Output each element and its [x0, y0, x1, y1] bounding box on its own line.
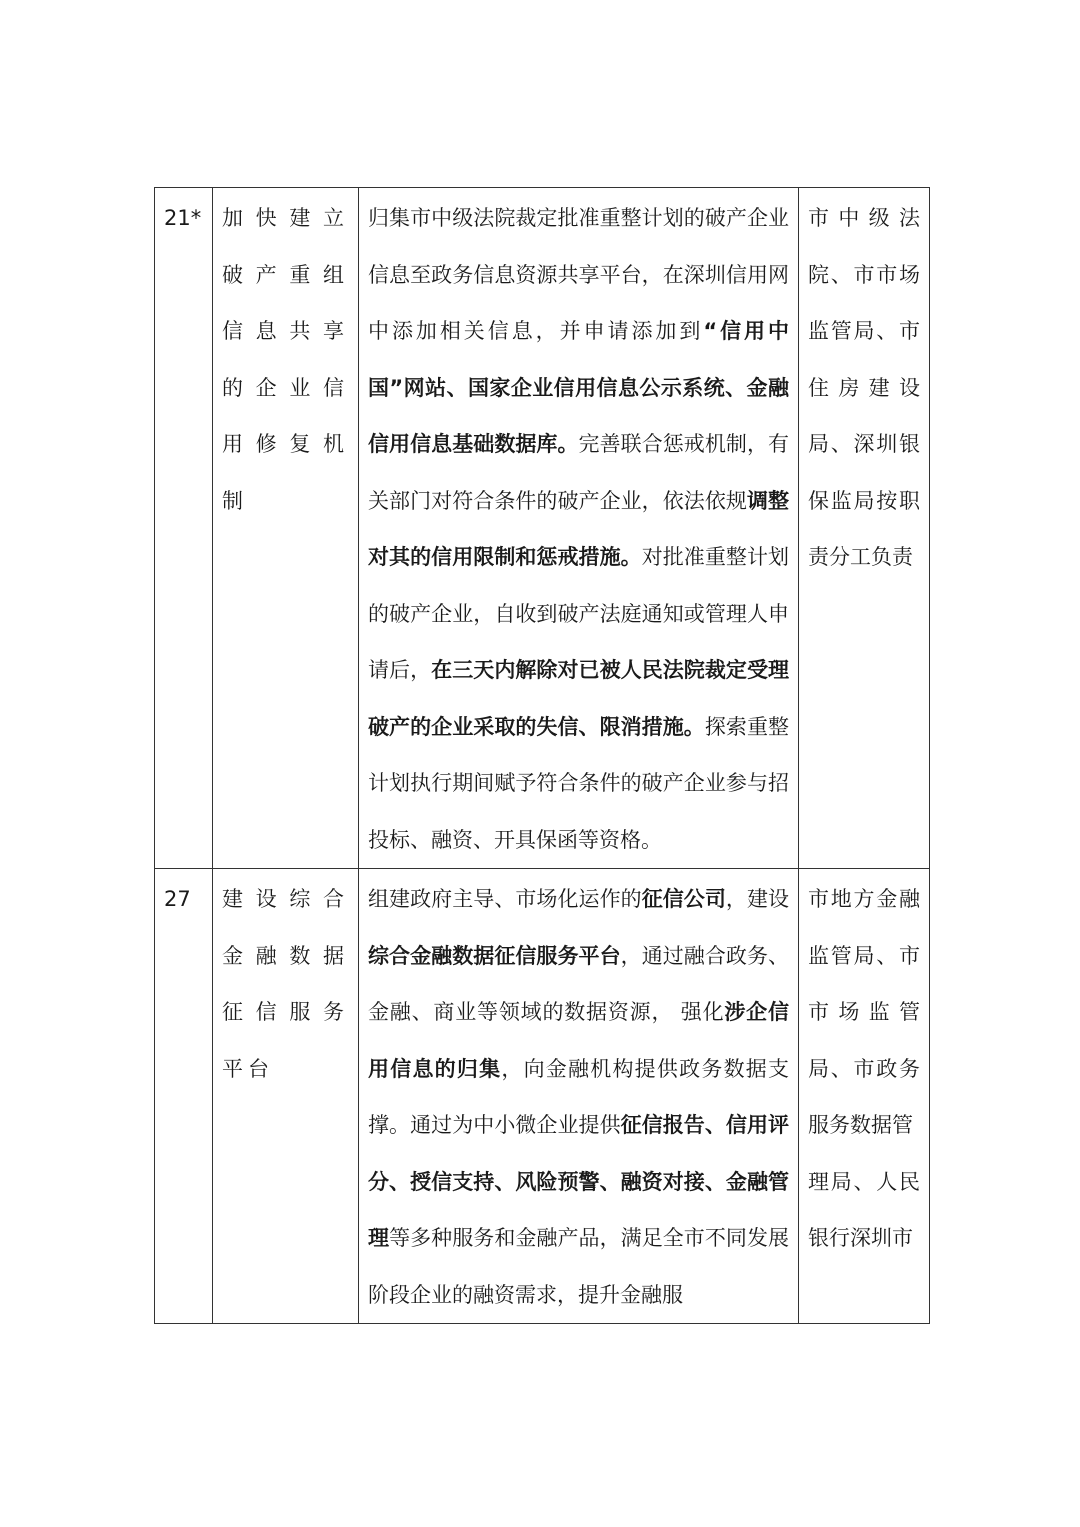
description-segment-bold: 征信报告、信用评分、授信支持、风险预警、融资对接、金融管理 [368, 1113, 790, 1250]
responsible-departments: 市中级法院、市市场监管局、市住房建设局、深圳银保监局按职责分工负责 [799, 188, 930, 869]
row-number: 21* [155, 188, 213, 869]
description-segment: 对批准重整计划的破产企业，自收到破产法庭通知或管理人申请后， [368, 545, 790, 682]
description-segment: ，向金融机构提供政务数据支撑。通过为中小微企业提供 [368, 1056, 790, 1137]
measures-table [154, 187, 930, 1324]
measure-title: 建设综合金融数据征信服务平台 [213, 869, 359, 1324]
description-segment-bold: “信用中国”网站、国家企业信用信息公示系统、金融信用信息基础数据库。 [368, 319, 790, 456]
description-segment: 归集市中级法院裁定批准重整计划的破产企业信息至政务信息资源共享平台，在深圳信用网中添加相关信息，并申请添加到 [368, 206, 789, 343]
description-segment: 完善联合惩戒机制，有关部门对符合条件的破产企业，依法依规 [368, 432, 790, 513]
description-segment: ，通过融合政务、金融、商业等领域的数据资源， 强化 [368, 943, 790, 1024]
table-row [155, 188, 930, 869]
description-segment: 探索重整计划执行期间赋予符合条件的破产企业参与招投标、融资、开具保函等资格。 [368, 714, 790, 852]
description-segment-bold: 综合金融数据征信服务平台 [368, 943, 621, 968]
description-segment: 等多种服务和金融产品，满足全市不同发展阶段企业的融资需求，提升金融服 [368, 1226, 790, 1307]
table-row [155, 869, 930, 1324]
description-segment-bold: 在三天内解除对已被人民法院裁定受理破产的企业采取的失信、限消措施。 [368, 658, 790, 739]
department-line: 市地方金融监管局、市市场监管局、市政务服务数据管 [808, 887, 920, 1137]
responsible-departments [799, 869, 930, 1324]
description-segment-bold: 调整对其的信用限制和惩戒措施。 [368, 488, 790, 569]
description-segment: ，建设 [725, 887, 790, 911]
measure-title: 加快建立破产重组信息共享的企业信用修复机制 [213, 188, 359, 869]
description-segment: 组建政府主导、市场化运作的 [368, 887, 642, 911]
measure-description [359, 869, 799, 1324]
description-segment-bold: 征信公司 [641, 887, 726, 911]
measure-description [359, 188, 799, 869]
description-segment-bold: 涉企信用信息的归集 [368, 1000, 789, 1081]
row-number: 27 [155, 869, 213, 1324]
department-line: 理局、人民银行深圳市 [808, 1169, 920, 1250]
